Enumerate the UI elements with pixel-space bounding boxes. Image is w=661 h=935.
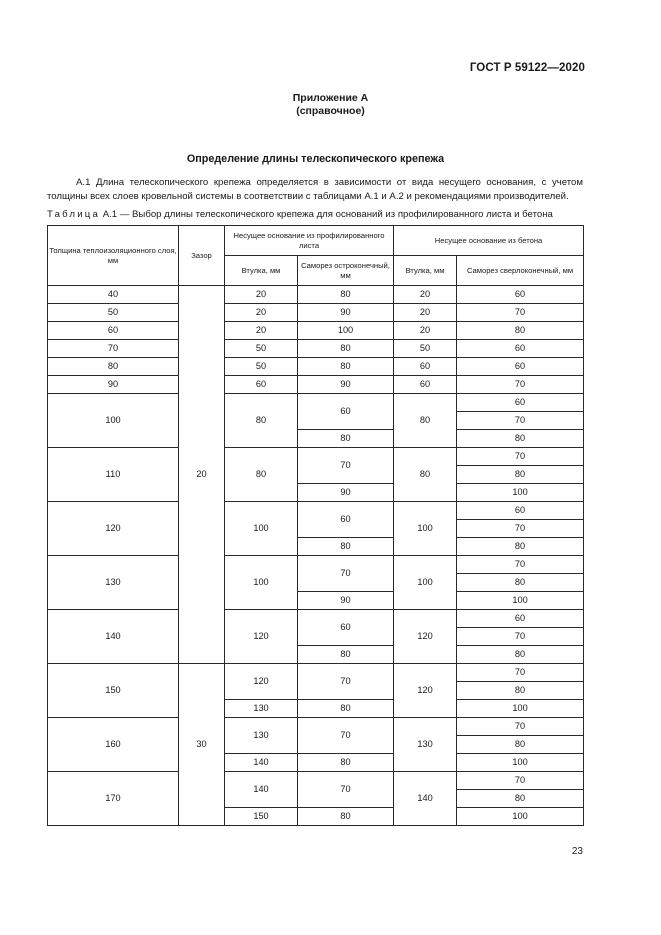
cell-screw-drill: 80	[457, 466, 584, 484]
cell-screw-pointed: 70	[298, 772, 394, 808]
paragraph	[47, 176, 583, 204]
table-caption-prefix: Таблица	[47, 209, 101, 220]
cell-sleeve-profiled: 100	[225, 556, 298, 610]
cell-screw-drill: 70	[457, 376, 584, 394]
page-number: 23	[571, 846, 583, 857]
cell-sleeve-concrete: 20	[394, 286, 457, 304]
cell-sleeve-profiled: 150	[225, 808, 298, 826]
table-caption-number: А.1	[102, 209, 118, 220]
annex-title: Приложение А	[292, 92, 369, 104]
cell-sleeve-concrete: 140	[394, 772, 457, 826]
table-row	[48, 448, 584, 466]
cell-thickness: 70	[48, 340, 179, 358]
cell-thickness: 80	[48, 358, 179, 376]
cell-screw-pointed: 90	[298, 592, 394, 610]
cell-sleeve-concrete: 60	[394, 376, 457, 394]
cell-screw-pointed: 90	[298, 484, 394, 502]
header-profiled-group: Несущее основание из профилированного листа	[225, 226, 394, 256]
cell-sleeve-concrete: 20	[394, 322, 457, 340]
cell-sleeve-profiled: 130	[225, 718, 298, 754]
table-row	[48, 502, 584, 520]
cell-sleeve-profiled: 80	[225, 394, 298, 448]
table-row	[48, 376, 584, 394]
cell-sleeve-concrete: 80	[394, 448, 457, 502]
cell-screw-drill: 80	[457, 574, 584, 592]
cell-screw-pointed: 80	[298, 358, 394, 376]
cell-screw-drill: 70	[457, 772, 584, 790]
table-row	[48, 304, 584, 322]
cell-screw-drill: 70	[457, 304, 584, 322]
cell-sleeve-profiled: 80	[225, 448, 298, 502]
cell-screw-pointed: 60	[298, 502, 394, 538]
section-title: Определение длины телескопического крепежа	[186, 153, 445, 165]
table-row	[48, 394, 584, 412]
header-sleeve-profiled: Втулка, мм	[225, 256, 298, 286]
cell-screw-drill: 70	[457, 520, 584, 538]
cell-thickness: 40	[48, 286, 179, 304]
cell-sleeve-profiled: 50	[225, 358, 298, 376]
cell-sleeve-profiled: 130	[225, 700, 298, 718]
cell-screw-pointed: 70	[298, 448, 394, 484]
table-row	[48, 358, 584, 376]
cell-screw-pointed: 80	[298, 430, 394, 448]
cell-screw-drill: 60	[457, 340, 584, 358]
cell-sleeve-profiled: 20	[225, 304, 298, 322]
cell-thickness: 170	[48, 772, 179, 826]
cell-sleeve-concrete: 100	[394, 502, 457, 556]
cell-thickness: 110	[48, 448, 179, 502]
cell-thickness: 120	[48, 502, 179, 556]
cell-thickness: 150	[48, 664, 179, 718]
cell-sleeve-profiled: 60	[225, 376, 298, 394]
table-row	[48, 772, 584, 790]
table-row	[48, 340, 584, 358]
annex-heading	[0, 92, 661, 118]
cell-thickness: 50	[48, 304, 179, 322]
cell-screw-drill: 100	[457, 484, 584, 502]
cell-screw-drill: 100	[457, 754, 584, 772]
cell-screw-drill: 80	[457, 790, 584, 808]
table-row	[48, 286, 584, 304]
header-screw-pointed: Саморез остроконечный, мм	[298, 256, 394, 286]
cell-screw-drill: 100	[457, 592, 584, 610]
cell-screw-drill: 60	[457, 358, 584, 376]
cell-screw-drill: 80	[457, 646, 584, 664]
cell-screw-drill: 80	[457, 430, 584, 448]
cell-sleeve-concrete: 100	[394, 556, 457, 610]
cell-gap: 20	[179, 286, 225, 664]
annex-subtitle: (справочное)	[296, 105, 365, 117]
cell-screw-drill: 60	[457, 610, 584, 628]
cell-sleeve-concrete: 50	[394, 340, 457, 358]
cell-thickness: 60	[48, 322, 179, 340]
cell-screw-pointed: 70	[298, 718, 394, 754]
cell-screw-drill: 80	[457, 682, 584, 700]
cell-sleeve-profiled: 20	[225, 322, 298, 340]
cell-screw-pointed: 100	[298, 322, 394, 340]
table-header	[48, 226, 584, 286]
cell-screw-pointed: 70	[298, 556, 394, 592]
table-row	[48, 556, 584, 574]
cell-screw-drill: 60	[457, 286, 584, 304]
table-caption	[47, 209, 587, 220]
cell-sleeve-concrete: 60	[394, 358, 457, 376]
cell-screw-drill: 100	[457, 700, 584, 718]
cell-screw-drill: 70	[457, 556, 584, 574]
paragraph-text: Длина телескопического крепежа определяется в зависимости от вида несущего основания, с учетом толщины всех слоев кровельной системы в соответствии с таблицами А.1 и А.2 и рекомендациями производителей.	[47, 177, 583, 202]
cell-sleeve-profiled: 120	[225, 610, 298, 664]
cell-thickness: 130	[48, 556, 179, 610]
table-body	[48, 286, 584, 826]
table-row	[48, 610, 584, 628]
cell-gap: 30	[179, 664, 225, 826]
cell-screw-pointed: 80	[298, 700, 394, 718]
cell-screw-pointed: 60	[298, 394, 394, 430]
cell-sleeve-concrete: 120	[394, 664, 457, 718]
cell-screw-drill: 80	[457, 538, 584, 556]
cell-screw-drill: 70	[457, 664, 584, 682]
cell-screw-drill: 70	[457, 448, 584, 466]
cell-screw-drill: 80	[457, 322, 584, 340]
cell-screw-pointed: 90	[298, 376, 394, 394]
table-caption-text: — Выбор длины телескопического крепежа для оснований из профилированного листа и бетона	[119, 209, 553, 220]
cell-thickness: 140	[48, 610, 179, 664]
paragraph-number: А.1	[76, 177, 91, 188]
cell-screw-drill: 70	[457, 412, 584, 430]
cell-screw-pointed: 80	[298, 646, 394, 664]
cell-screw-pointed: 80	[298, 340, 394, 358]
cell-screw-pointed: 80	[298, 754, 394, 772]
cell-sleeve-concrete: 120	[394, 610, 457, 664]
cell-sleeve-concrete: 20	[394, 304, 457, 322]
cell-sleeve-profiled: 140	[225, 754, 298, 772]
table-row	[48, 664, 584, 682]
cell-screw-pointed: 90	[298, 304, 394, 322]
header-gap: Зазор	[179, 226, 225, 286]
cell-screw-drill: 100	[457, 808, 584, 826]
cell-screw-drill: 70	[457, 718, 584, 736]
cell-screw-drill: 60	[457, 502, 584, 520]
cell-sleeve-concrete: 130	[394, 718, 457, 772]
cell-thickness: 90	[48, 376, 179, 394]
table-row	[48, 322, 584, 340]
header-sleeve-concrete: Втулка, мм	[394, 256, 457, 286]
header-screw-drill: Саморез сверлоконечный, мм	[457, 256, 584, 286]
cell-screw-pointed: 70	[298, 664, 394, 700]
cell-sleeve-profiled: 140	[225, 772, 298, 808]
cell-screw-drill: 60	[457, 394, 584, 412]
cell-thickness: 160	[48, 718, 179, 772]
cell-sleeve-profiled: 50	[225, 340, 298, 358]
cell-screw-drill: 80	[457, 736, 584, 754]
cell-screw-drill: 70	[457, 628, 584, 646]
header-thickness: Толщина теплоизоляционного слоя, мм	[48, 226, 179, 286]
header-concrete-group: Несущее основание из бетона	[394, 226, 584, 256]
cell-sleeve-profiled: 120	[225, 664, 298, 700]
cell-screw-pointed: 80	[298, 538, 394, 556]
table-row	[48, 718, 584, 736]
fastener-length-table	[47, 225, 584, 826]
cell-sleeve-profiled: 100	[225, 502, 298, 556]
cell-sleeve-concrete: 80	[394, 394, 457, 448]
cell-screw-pointed: 80	[298, 808, 394, 826]
cell-screw-pointed: 60	[298, 610, 394, 646]
cell-screw-pointed: 80	[298, 286, 394, 304]
cell-thickness: 100	[48, 394, 179, 448]
cell-sleeve-profiled: 20	[225, 286, 298, 304]
standard-number: ГОСТ Р 59122—2020	[469, 62, 585, 74]
